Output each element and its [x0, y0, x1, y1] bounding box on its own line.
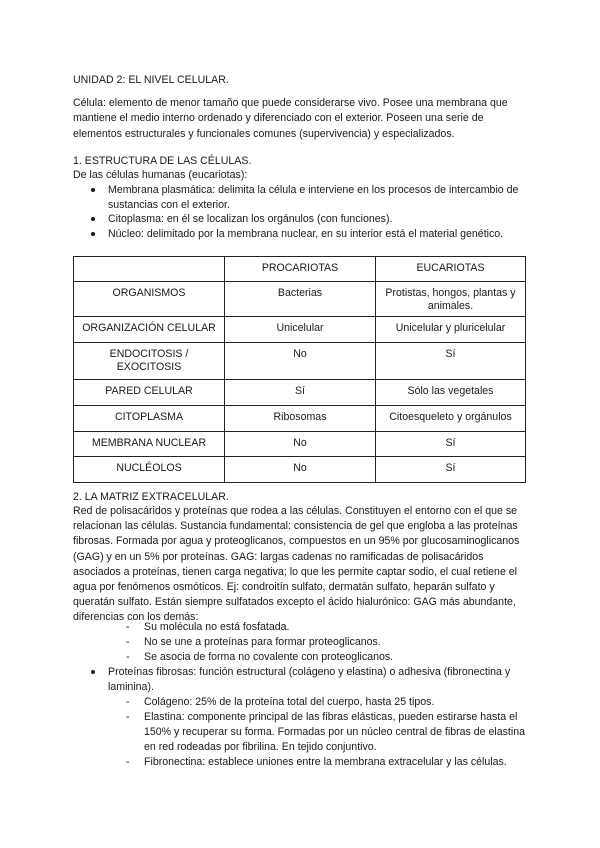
- table-cell: ENDOCITOSIS / EXOCITOSIS: [74, 343, 225, 380]
- table-cell: No: [225, 343, 376, 380]
- list-item: Citoplasma: en él se localizan los orgánulos (con funciones).: [73, 212, 529, 227]
- bullet-icon: [91, 232, 95, 236]
- table-cell: MEMBRANA NUCLEAR: [74, 432, 225, 457]
- list-item: Núcleo: delimitado por la membrana nuclear, en su interior está el material genético.: [73, 227, 529, 242]
- table-header-row: [74, 257, 526, 282]
- table-row: [74, 343, 526, 380]
- table-cell: PARED CELULAR: [74, 380, 225, 406]
- list-item: - Fibronectina: establece uniones entre la membrana extracelular y las células.: [126, 756, 507, 768]
- list-item: - Su molécula no está fosfatada.: [126, 621, 290, 633]
- table-cell: No: [225, 457, 376, 483]
- table-cell: Sí: [376, 343, 526, 380]
- section1-heading: 1. ESTRUCTURA DE LAS CÉLULAS.: [73, 155, 252, 167]
- table-row: [74, 406, 526, 432]
- section1-lead: De las células humanas (eucariotas):: [73, 169, 248, 181]
- bullet-icon: [91, 188, 95, 192]
- table-cell: NUCLÉOLOS: [74, 457, 225, 483]
- table-row: [74, 282, 526, 317]
- bullet-icon: [91, 670, 95, 674]
- table-cell: Citoesqueleto y orgánulos: [376, 406, 526, 432]
- table-cell: Unicelular y pluricelular: [376, 317, 526, 343]
- table-cell: Ribosomas: [225, 406, 376, 432]
- fibrous-proteins-details: [73, 695, 529, 770]
- list-item: Proteínas fibrosas: función estructural (colágeno y elastina) o adhesiva (fibronectina y laminina).: [73, 665, 529, 695]
- table-cell: Unicelular: [225, 317, 376, 343]
- dash-icon: -: [126, 756, 130, 768]
- matrix-paragraph: Red de polisacáridos y proteínas que rodea a las células. Constituyen el entorno con el que se relacionan las células. Sustancia fundamental: consistencia de gel que engloba a las proteínas fibrosas. Formada por agua y proteoglicanos, compuestos en un 95% por glucosaminoglicanos (GAG) y en un 5% por proteínas. GAG: largas cadenas no ramificadas de polisacáridos asociados a proteínas, tienen carga negativa; lo que les permite captar sodio, el cual retiene el agua por fenómenos osmóticos. Ej: condroitín sulfato, dermatán sulfato, heparán sulfato y queratán sulfato. Están siempre sulfatados excepto el ácido hialurónico: GAG más abundante, diferencias con los demás:: [73, 505, 520, 624]
- table-row: [74, 317, 526, 343]
- dash-icon: -: [126, 711, 130, 723]
- fibrous-proteins-list: [73, 665, 529, 695]
- table-cell: No: [225, 432, 376, 457]
- table-cell: Protistas, hongos, plantas y animales.: [376, 282, 526, 317]
- intro-paragraph: Célula: elemento de menor tamaño que puede considerarse vivo. Posee una membrana que mantiene el medio interno ordenado y diferenciado con el exterior. Poseen una serie de elementos estructurales y funcionales comunes (supervivencia) y especializados.: [73, 97, 508, 140]
- dash-icon: -: [126, 651, 130, 663]
- section2-heading: 2. LA MATRIZ EXTRACELULAR.: [73, 491, 229, 503]
- table-cell: Sólo las vegetales: [376, 380, 526, 406]
- list-item: - Colágeno: 25% de la proteína total del cuerpo, hasta 25 tipos.: [126, 696, 435, 708]
- dash-icon: -: [126, 696, 130, 708]
- hyaluronic-differences-list: [73, 620, 529, 665]
- list-item: - Se asocia de forma no covalente con proteoglicanos.: [126, 651, 394, 663]
- table-row: [74, 380, 526, 406]
- table-row: [74, 432, 526, 457]
- table-cell: Sí: [376, 457, 526, 483]
- list-item: Membrana plasmática: delimita la célula e interviene en los procesos de intercambio de sustancias con el exterior.: [73, 183, 529, 212]
- table-row: [74, 457, 526, 483]
- table-cell: ORGANIZACIÓN CELULAR: [74, 317, 225, 343]
- list-item: - No se une a proteínas para formar proteoglicanos.: [126, 636, 381, 648]
- table-cell: Bacterias: [225, 282, 376, 317]
- table-cell: CITOPLASMA: [74, 406, 225, 432]
- table-header-cell: PROCARIOTAS: [225, 257, 376, 282]
- dash-icon: -: [126, 636, 130, 648]
- document-title: UNIDAD 2: EL NIVEL CELULAR.: [73, 74, 229, 86]
- dash-icon: -: [126, 621, 130, 633]
- table-header-cell: [74, 257, 225, 282]
- comparison-table: [73, 256, 526, 483]
- table-cell: Sí: [225, 380, 376, 406]
- table-cell: Sí: [376, 432, 526, 457]
- cell-structure-list: [73, 183, 529, 241]
- table-cell: ORGANISMOS: [74, 282, 225, 317]
- list-item: - Elastina: componente principal de las fibras elásticas, pueden estirarse hasta el 150% y recuperar su forma. Formadas por un núcleo central de fibras de elastina en red rodeadas por fibrilina. En tejido conjuntivo.: [126, 711, 525, 753]
- bullet-icon: [91, 217, 95, 221]
- table-header-cell: EUCARIOTAS: [376, 257, 526, 282]
